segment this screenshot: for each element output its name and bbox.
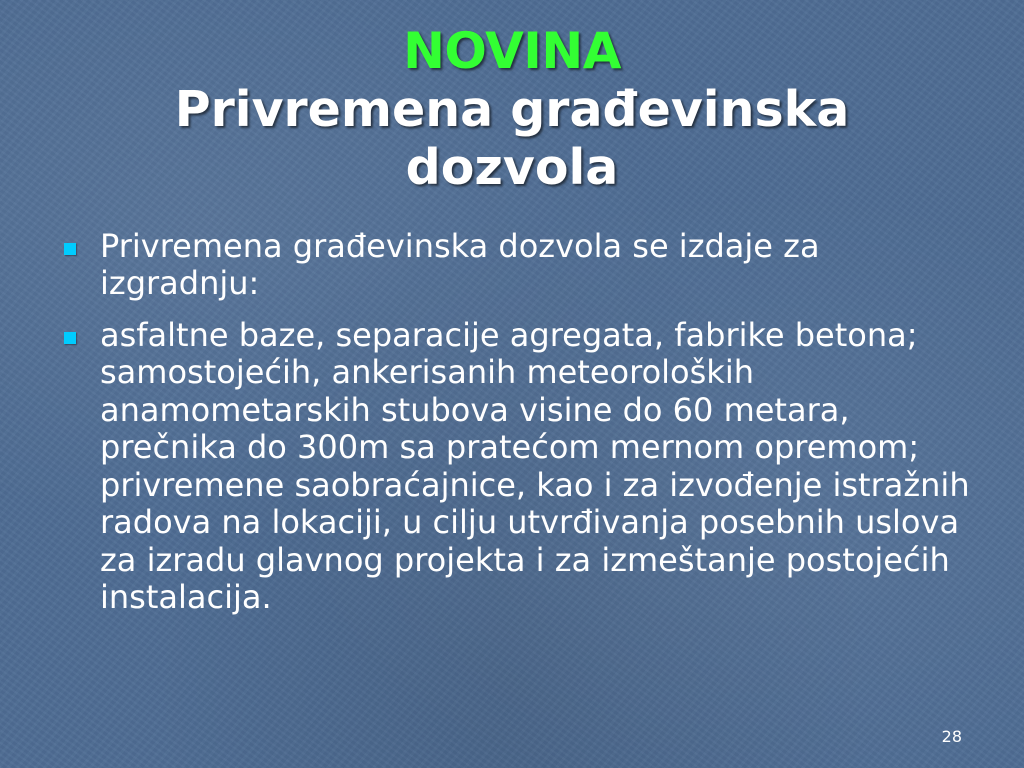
title-subtitle: Privremena građevinska dozvola: [174, 81, 850, 196]
bullet-text: asfaltne baze, separacije agregata, fabrike betona; samostojećih, ankerisanih meteoroloških anamometarskih stubova visine do 60 metara, prečnika do 300m sa pratećom mernom opremom; privremene saobraćajnice, kao i za izvođenje istražnih radova na lokaciji, u cilju utvrđivanja posebnih uslova za izradu glavnog projekta i za izmeštanje postojećih instalacija.: [100, 315, 970, 616]
square-bullet-icon: [64, 243, 76, 255]
page-number: 28: [941, 727, 962, 746]
bullet-list: [60, 228, 980, 630]
bullet-item: [60, 317, 980, 617]
bullet-text: Privremena građevinska dozvola se izdaje za izgradnju:: [100, 227, 820, 303]
slide-title: [60, 22, 964, 197]
square-bullet-icon: [64, 332, 76, 344]
title-highlight: NOVINA: [403, 22, 621, 80]
bullet-item: [60, 228, 980, 303]
